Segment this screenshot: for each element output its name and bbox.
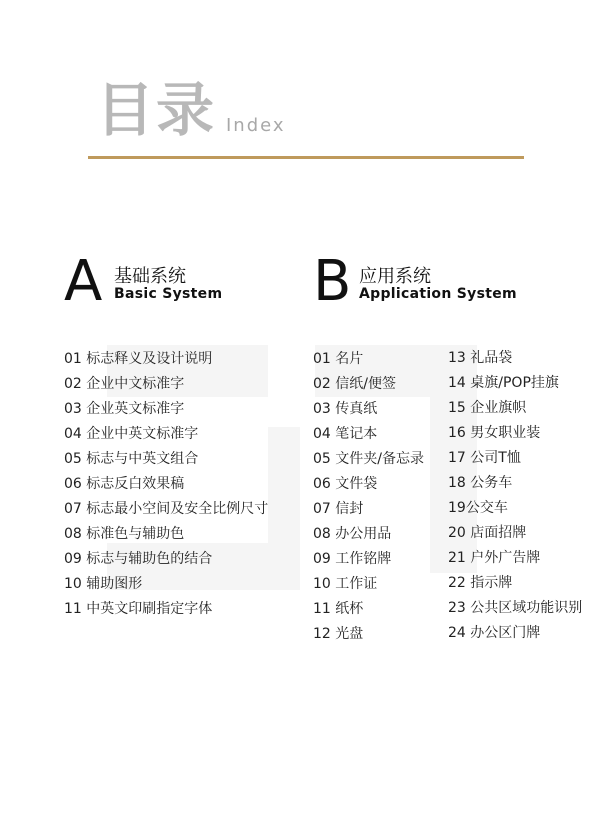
list-item[interactable]: 10 辅助图形 [64,576,143,592]
list-item[interactable]: 17 公司T恤 [448,450,521,466]
list-item[interactable]: 13 礼品袋 [448,350,513,366]
list-item[interactable]: 05 标志与中英文组合 [64,451,199,467]
list-item[interactable]: 01 标志释义及设计说明 [64,351,213,367]
list-item[interactable]: 14 桌旗/POP挂旗 [448,375,559,391]
list-item[interactable]: 23 公共区域功能识别 [448,600,583,616]
section-b-list-2 [448,346,582,646]
list-item[interactable]: 03 传真纸 [313,401,378,417]
list-item[interactable]: 08 办公用品 [313,526,392,542]
list-item[interactable]: 06 文件袋 [313,476,378,492]
list-item[interactable]: 01 名片 [313,351,364,367]
section-b-letter: B [313,249,352,314]
list-item[interactable]: 04 企业中英文标准字 [64,426,199,442]
list-item[interactable]: 16 男女职业装 [448,425,541,441]
section-a-list [64,347,268,622]
list-item[interactable]: 11 中英文印刷指定字体 [64,601,213,617]
section-a-subtitle: Basic System [114,286,223,302]
section-b-title: 应用系统 [359,266,431,287]
list-item[interactable]: 20 店面招牌 [448,525,527,541]
list-item[interactable]: 06 标志反白效果稿 [64,476,185,492]
list-item[interactable]: 10 工作证 [313,576,378,592]
list-item[interactable]: 11 纸杯 [313,601,364,617]
list-item[interactable]: 05 文件夹/备忘录 [313,451,424,467]
list-item[interactable]: 22 指示牌 [448,575,513,591]
list-item[interactable]: 04 笔记本 [313,426,378,442]
section-a-letter: A [64,249,103,314]
list-item[interactable]: 08 标准色与辅助色 [64,526,185,542]
list-item[interactable]: 24 办公区门牌 [448,625,541,641]
list-item[interactable]: 18 公务车 [448,475,513,491]
list-item[interactable]: 09 工作铭牌 [313,551,392,567]
page-title: 目录 [96,76,217,144]
list-item[interactable]: 03 企业英文标准字 [64,401,185,417]
page-subtitle: Index [226,115,286,136]
list-item[interactable]: 21 户外广告牌 [448,550,541,566]
list-item[interactable]: 07 标志最小空间及安全比例尺寸 [64,501,269,517]
ghost-shape [268,427,300,543]
section-a-title: 基础系统 [114,266,186,287]
list-item[interactable]: 02 信纸/便签 [313,376,396,392]
list-item[interactable]: 07 信封 [313,501,364,517]
list-item[interactable]: 12 光盘 [313,626,364,642]
section-b-list-1 [313,347,424,647]
list-item[interactable]: 15 企业旗帜 [448,400,527,416]
list-item[interactable]: 02 企业中文标准字 [64,376,185,392]
list-item[interactable]: 09 标志与辅助色的结合 [64,551,213,567]
section-b-subtitle: Application System [359,286,517,302]
list-item[interactable]: 19公交车 [448,500,508,516]
divider [88,156,524,159]
